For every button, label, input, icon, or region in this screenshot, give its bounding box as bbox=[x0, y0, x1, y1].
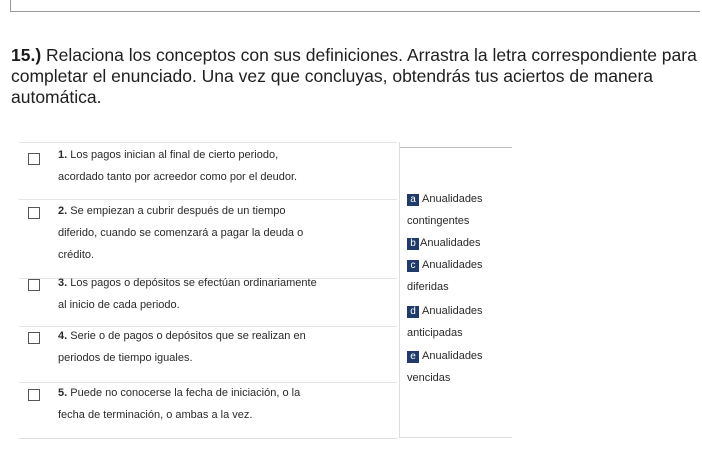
option-d-line1: Anualidades bbox=[422, 305, 483, 317]
statement-row-5 bbox=[19, 382, 397, 438]
statement-5-number: 5. bbox=[58, 387, 68, 399]
option-a-badge: a bbox=[407, 194, 419, 206]
options-column bbox=[399, 142, 512, 438]
option-b-badge: b bbox=[407, 238, 419, 250]
option-a-line2: contingentes bbox=[407, 215, 470, 227]
statement-2-text bbox=[58, 200, 393, 266]
statements-column bbox=[19, 142, 397, 439]
option-c-line2: diferidas bbox=[407, 281, 449, 293]
option-e[interactable] bbox=[407, 345, 511, 389]
statement-1-text bbox=[58, 144, 393, 188]
statement-2-line1: Se empiezan a cubrir después de un tiempo bbox=[70, 205, 286, 217]
option-a-line1: Anualidades bbox=[422, 193, 483, 205]
options-top-divider bbox=[400, 147, 512, 148]
statement-row-4 bbox=[19, 326, 397, 382]
statement-2-drop-checkbox[interactable] bbox=[28, 207, 40, 219]
option-d[interactable] bbox=[407, 300, 511, 344]
option-c-line1: Anualidades bbox=[422, 259, 483, 271]
option-e-line2: vencidas bbox=[407, 372, 451, 384]
option-b-line1: Anualidades bbox=[420, 237, 481, 249]
question-text: Relaciona los conceptos con sus definiciones. Arrastra la letra correspondiente para completar el enunciado. Una vez que concluyas, obtendrás tus aciertos de manera automática. bbox=[11, 45, 697, 107]
question-prompt bbox=[11, 45, 699, 108]
option-d-badge: d bbox=[407, 306, 419, 318]
option-a[interactable] bbox=[407, 188, 511, 232]
statement-3-line1: Los pagos o depósitos se efectúan ordinariamente bbox=[70, 277, 317, 289]
option-c[interactable] bbox=[407, 254, 511, 298]
statement-row-2 bbox=[19, 199, 397, 277]
statement-5-line2: fecha de terminación, o ambas a la vez. bbox=[58, 409, 253, 421]
statement-4-line2: periodos de tiempo iguales. bbox=[58, 352, 193, 364]
statement-3-text bbox=[58, 272, 393, 316]
statement-1-number: 1. bbox=[58, 149, 68, 161]
statement-2-line2: diferido, cuando se comenzará a pagar la deuda o bbox=[58, 227, 304, 239]
option-e-line1: Anualidades bbox=[422, 350, 483, 362]
statement-5-drop-checkbox[interactable] bbox=[28, 389, 40, 401]
statement-4-drop-checkbox[interactable] bbox=[28, 332, 40, 344]
statement-row-1 bbox=[19, 142, 397, 198]
question-number: 15.) bbox=[11, 45, 42, 65]
statement-3-drop-checkbox[interactable] bbox=[28, 279, 40, 291]
statement-4-number: 4. bbox=[58, 330, 68, 342]
statement-5-line1: Puede no conocerse la fecha de iniciación, o la bbox=[70, 387, 301, 399]
statement-2-line3: crédito. bbox=[58, 249, 95, 261]
matching-exercise bbox=[19, 142, 512, 438]
option-d-line2: anticipadas bbox=[407, 327, 463, 339]
statement-4-line1: Serie o de pagos o depósitos que se realizan en bbox=[70, 330, 306, 342]
statement-1-drop-checkbox[interactable] bbox=[28, 153, 40, 165]
statement-1-line1: Los pagos inician al final de cierto periodo, bbox=[70, 149, 279, 161]
option-c-badge: c bbox=[407, 260, 419, 272]
statement-1-line2: acordado tanto por acreedor como por el deudor. bbox=[58, 171, 298, 183]
option-b[interactable] bbox=[407, 232, 511, 254]
statement-2-number: 2. bbox=[58, 205, 68, 217]
statement-5-text bbox=[58, 382, 393, 426]
option-e-badge: e bbox=[407, 351, 419, 363]
statement-3-number: 3. bbox=[58, 277, 68, 289]
previous-question-frame bbox=[10, 0, 700, 12]
statement-4-text bbox=[58, 325, 393, 369]
statement-3-line2: al inicio de cada periodo. bbox=[58, 299, 180, 311]
statement-row-3 bbox=[19, 278, 397, 326]
